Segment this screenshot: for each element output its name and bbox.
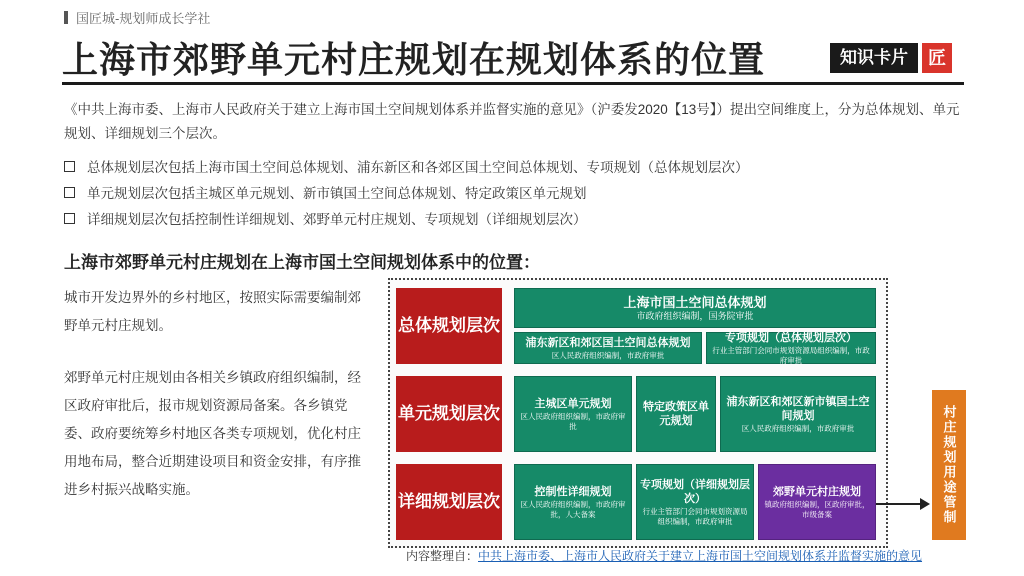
box-title: 浦东新区和郊区新市镇国土空间规划 <box>726 395 870 422</box>
box-title: 控制性详细规划 <box>534 485 612 498</box>
box-special-general-plan <box>706 332 876 364</box>
side-label-text: 村庄规划用途管制 <box>941 405 957 525</box>
brand-header <box>64 8 210 27</box>
box-village-plan <box>758 464 876 540</box>
level-unit: 单元规划层次 <box>396 376 502 452</box>
level-detail: 详细规划层次 <box>396 464 502 540</box>
box-title: 浦东新区和郊区国土空间总体规划 <box>525 336 691 349</box>
bullet-text: 详细规划层次包括控制性详细规划、郊野单元村庄规划、专项规划（详细规划层次） <box>87 212 587 227</box>
section-subtitle: 上海市郊野单元村庄规划在上海市国土空间规划体系中的位置： <box>64 253 540 272</box>
knowledge-card-badge <box>830 42 952 74</box>
card-label: 知识卡片 <box>830 43 918 73</box>
bullet-item <box>64 179 964 205</box>
box-sub: 区人民政府组织编制，市政府审批 <box>741 423 855 433</box>
level-general: 总体规划层次 <box>396 288 502 364</box>
checkbox-square-icon <box>64 161 75 172</box>
box-title: 专项规划（总体规划层次） <box>725 331 857 344</box>
arrow-right-icon <box>920 498 930 510</box>
box-sub: 行业主管部门会同市规划资源局组织编制，市政府审批 <box>642 506 748 526</box>
page-title: 上海市郊野单元村庄规划在规划体系的位置 <box>62 39 766 80</box>
box-new-town-plan <box>720 376 876 452</box>
box-regulatory-detail <box>514 464 632 540</box>
intro-text: 《中共上海市委、上海市人民政府关于建立上海市国土空间规划体系并监督实施的意见》（沪委发2020【13号】）提出空间维度上，分为总体规划、单元规划、详细规划三个层次。 <box>64 102 960 141</box>
bullet-list <box>64 153 964 231</box>
source-link[interactable]: 中共上海市委、上海市人民政府关于建立上海市国土空间规划体系并监督实施的意见 <box>478 549 923 563</box>
box-main-city-unit <box>514 376 632 452</box>
box-title: 上海市国土空间总体规划 <box>623 294 767 310</box>
source-note <box>406 547 922 564</box>
brand-bar <box>64 11 68 24</box>
box-city-general-plan <box>514 288 876 328</box>
box-sub: 镇政府组织编制，区政府审批，市级备案 <box>764 499 870 519</box>
bullet-item <box>64 153 964 179</box>
bullet-item <box>64 205 964 231</box>
box-sub: 区人民政府组织编制，市政府审批 <box>520 411 626 431</box>
brand-logo-icon: 匠 <box>922 43 952 73</box>
arrow-line <box>876 503 922 505</box>
checkbox-square-icon <box>64 213 75 224</box>
box-special-detail <box>636 464 754 540</box>
box-title: 主城区单元规划 <box>534 397 612 410</box>
bullet-text: 单元规划层次包括主城区单元规划、新市镇国土空间总体规划、特定政策区单元规划 <box>87 186 587 201</box>
box-sub: 区人民政府组织编制，市政府审批，人大备案 <box>520 499 626 519</box>
box-sub: 行业主管部门会同市规划资源局组织编制，市政府审批 <box>712 345 870 365</box>
box-sub: 市政府组织编制，国务院审批 <box>636 310 754 321</box>
title-divider <box>62 82 964 85</box>
brand-text: 国匠城-规划师成长学社 <box>76 11 211 26</box>
box-title: 专项规划（详细规划层次） <box>640 478 750 505</box>
box-district-general-plan <box>514 332 702 364</box>
box-special-policy-unit <box>636 376 716 452</box>
bullet-text: 总体规划层次包括上海市国土空间总体规划、浦东新区和各郊区国土空间总体规划、专项规划（总体规划层次） <box>87 160 749 175</box>
checkbox-square-icon <box>64 187 75 198</box>
paragraph-boundary: 城市开发边界外的乡村地区，按照实际需要编制郊野单元村庄规划。 <box>64 290 361 333</box>
planning-system-diagram <box>388 278 888 548</box>
box-title: 郊野单元村庄规划 <box>773 485 861 498</box>
box-title: 特定政策区单元规划 <box>643 400 709 427</box>
paragraph-approval: 郊野单元村庄规划由各相关乡镇政府组织编制，经区政府审批后，报市规划资源局备案。各乡镇党委、政府要统筹乡村地区各类专项规划，优化村庄用地布局，整合近期建设项目和资金安排，有序推进乡村振兴战略实施。 <box>64 370 361 497</box>
village-use-control-label <box>932 390 966 540</box>
box-sub: 区人民政府组织编制，市政府审批 <box>551 350 665 360</box>
source-prefix: 内容整理自： <box>406 549 479 563</box>
